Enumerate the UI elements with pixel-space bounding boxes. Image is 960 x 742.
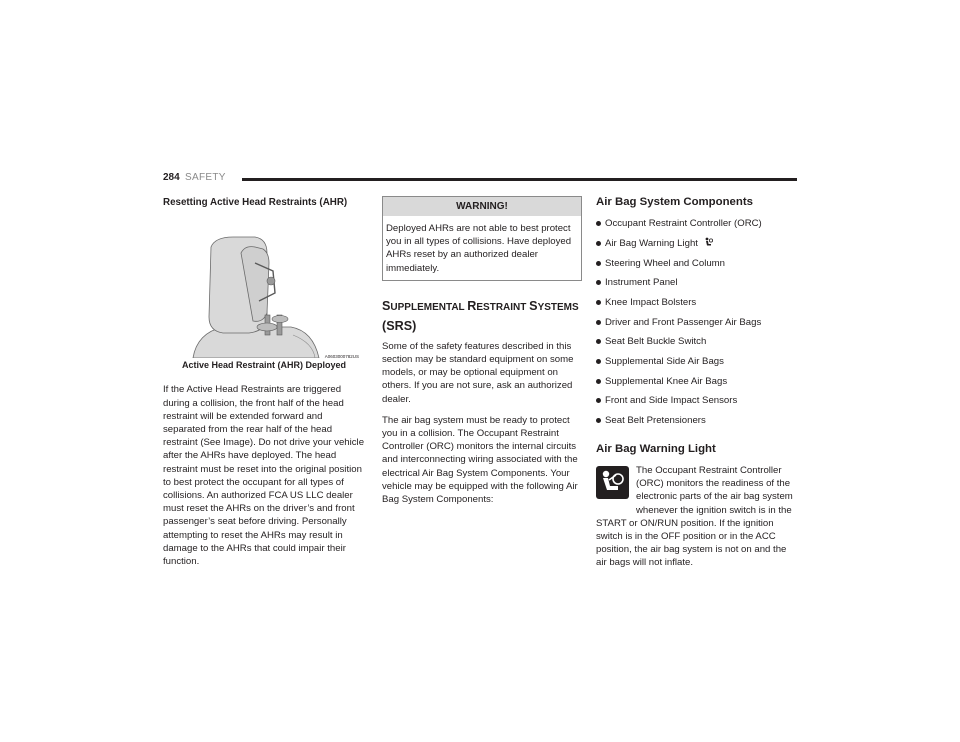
list-item: Supplemental Knee Air Bags (596, 375, 798, 395)
warning-light-paragraph-indented: The Occupant Restraint Controller (ORC) monitors the readiness of the electronic parts of the air bag system whenever the ignition switch is in the (636, 464, 793, 516)
ahr-reset-paragraph: If the Active Head Restraints are triggered during a collision, the front half of the head restraint will be extended forward and separated from the rear half of the head restraint (See Image). Do not drive your vehicle after the AHRs have deployed. The head restraint must be reset into the original position to best protect the occupant for all types of collisions. An authorized FCA US LLC dealer must reset the AHRs on the driver’s and front passenger’s seat before driving. Personally attempting to reset the AHRs may result in damage to the AHRs that could impair their function. (163, 384, 365, 568)
warning-title: WARNING! (383, 197, 581, 216)
warning-body: Deployed AHRs are not able to best protect you in all types of collisions. Have deployed AHRs reset by an authorized dealer immediately. (386, 223, 572, 274)
list-item: Instrument Panel (596, 276, 798, 296)
warning-box (382, 196, 582, 281)
warning-light-heading: Air Bag Warning Light (596, 442, 716, 455)
srs-heading-s: S (382, 298, 391, 313)
srs-heading-ystems: YSTEMS (537, 301, 579, 313)
srs-heading-s2: S (529, 298, 538, 313)
middle-column (382, 196, 582, 514)
airbag-warning-light-icon (596, 466, 629, 499)
components-heading: Air Bag System Components (596, 196, 753, 208)
list-item: Seat Belt Pretensioners (596, 414, 798, 434)
list-item: Knee Impact Bolsters (596, 296, 798, 316)
list-item: Seat Belt Buckle Switch (596, 335, 798, 355)
ahr-deployed-figure (163, 223, 365, 360)
resetting-ahr-subheading: Resetting Active Head Restraints (AHR) (163, 197, 348, 208)
warning-light-section (596, 464, 798, 570)
head-restraint-illustration (163, 223, 365, 358)
warning-light-paragraph-rest: START or ON/RUN position. If the ignition switch is in the OFF position or in the ACC position, the air bag system is not on and the air bags will not inflate. (596, 517, 787, 569)
srs-heading (382, 297, 582, 335)
figure-code: A0603000782US (324, 354, 359, 360)
srs-heading-r: R (467, 298, 477, 313)
list-item: Occupant Restraint Controller (ORC) (596, 217, 798, 237)
page-number: 284 (163, 172, 180, 183)
left-column (163, 196, 365, 576)
airbag-warning-icon (704, 237, 713, 247)
figure-caption: Active Head Restraint (AHR) Deployed (181, 360, 347, 371)
right-column (596, 196, 798, 570)
srs-paragraph-2: The air bag system must be ready to protect you in a collision. The Occupant Restraint Controller (ORC) monitors the internal circuits and interconnecting wiring associated with the electrical Air Bag System Components. Your vehicle may be equipped with the following Air Bag System Components: (382, 414, 578, 506)
srs-paragraph-1: Some of the safety features described in this section may be standard equipment on some models, or may be optional equipment on others. If you are not sure, ask an authorized dealer. (382, 340, 574, 405)
list-item: Front and Side Impact Sensors (596, 394, 798, 414)
section-name: SAFETY (185, 172, 226, 183)
list-item: Air Bag Warning Light (596, 237, 798, 257)
page-header (163, 172, 797, 186)
srs-heading-abbrev: (SRS) (382, 318, 417, 333)
components-list (596, 217, 798, 434)
srs-heading-upplemental: UPPLEMENTAL (390, 301, 468, 313)
header-rule (242, 178, 797, 181)
list-item: Supplemental Side Air Bags (596, 355, 798, 375)
srs-heading-estraint: ESTRAINT (476, 301, 530, 313)
list-item: Steering Wheel and Column (596, 257, 798, 277)
list-item: Driver and Front Passenger Air Bags (596, 316, 798, 336)
